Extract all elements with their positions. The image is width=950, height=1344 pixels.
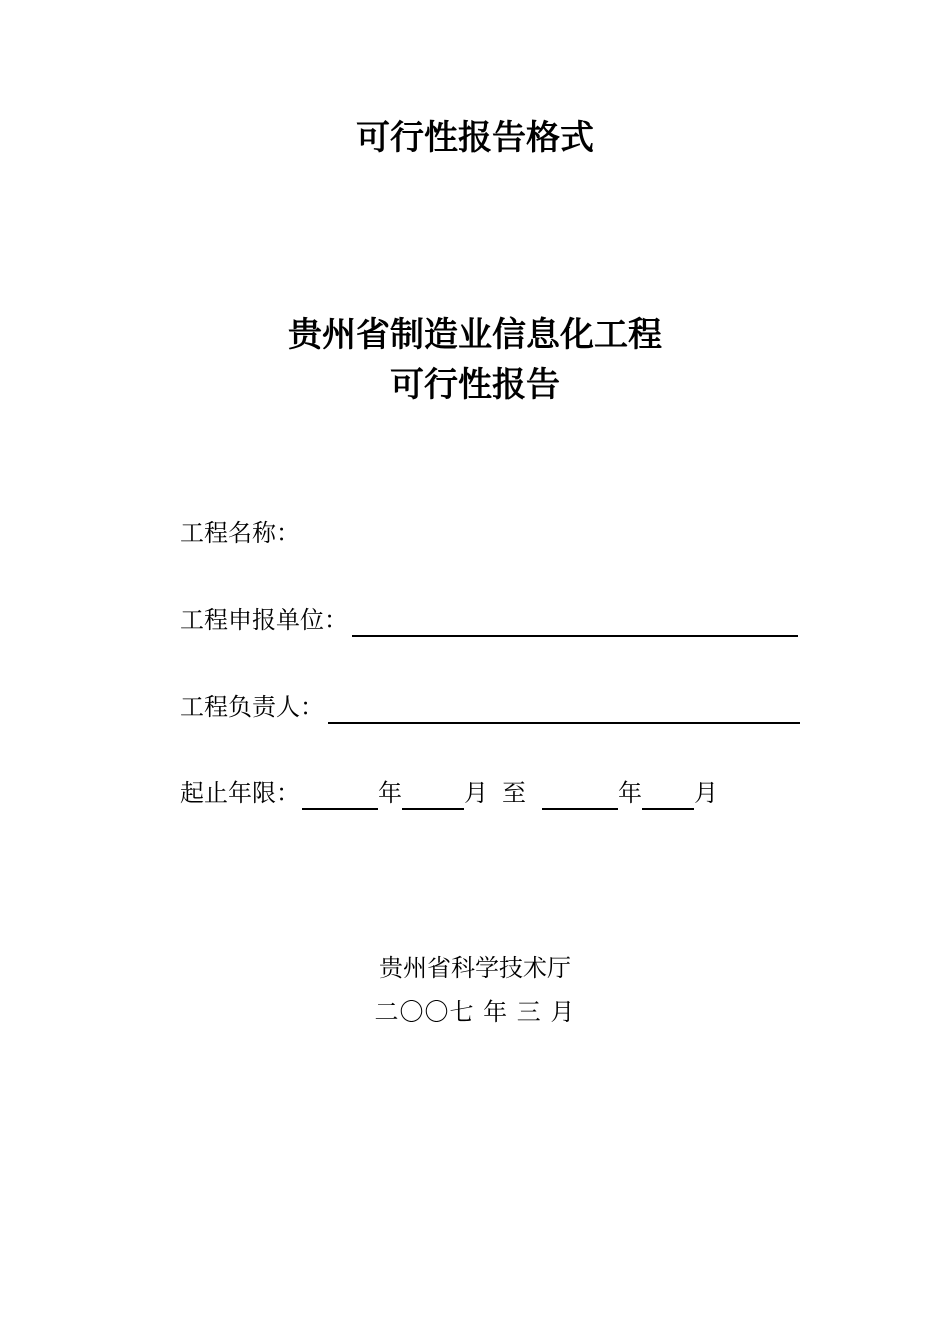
end-month-unit: 月	[694, 779, 718, 807]
applicant-unit-row	[180, 603, 798, 637]
start-year-blank[interactable]	[302, 782, 378, 810]
project-leader-blank[interactable]	[328, 696, 800, 724]
to-label: 至	[502, 779, 526, 807]
applicant-unit-label: 工程申报单位：	[180, 606, 348, 634]
period-row	[180, 776, 718, 810]
start-month-unit: 月	[464, 779, 488, 807]
period-label: 起止年限：	[180, 779, 300, 807]
start-year-unit: 年	[378, 779, 402, 807]
end-year-unit: 年	[618, 779, 642, 807]
issue-date: 二〇〇七 年 三 月	[374, 998, 576, 1026]
issuer: 贵州省科学技术厅	[379, 954, 571, 982]
project-name-label: 工程名称：	[180, 519, 300, 547]
applicant-unit-blank[interactable]	[352, 609, 798, 637]
format-title: 可行性报告格式	[356, 118, 594, 158]
main-title-line-2: 可行性报告	[390, 365, 560, 405]
project-name-row	[180, 516, 300, 550]
start-month-blank[interactable]	[402, 782, 464, 810]
end-month-blank[interactable]	[642, 782, 694, 810]
main-title-line-1: 贵州省制造业信息化工程	[288, 315, 662, 355]
project-leader-row	[180, 690, 800, 724]
project-leader-label: 工程负责人：	[180, 693, 324, 721]
end-year-blank[interactable]	[542, 782, 618, 810]
